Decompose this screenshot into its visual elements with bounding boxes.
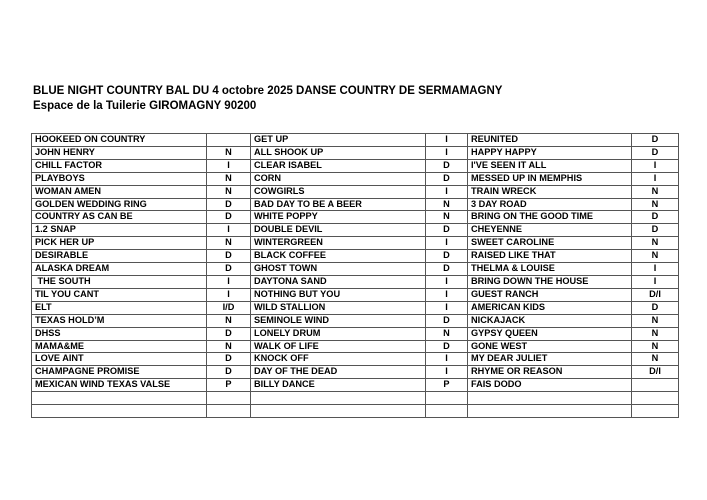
dance-name-cell: 3 DAY ROAD	[468, 198, 632, 211]
dance-name-cell: RAISED LIKE THAT	[468, 250, 632, 263]
dance-code-cell: N	[207, 172, 251, 185]
dance-name-cell: WILD STALLION	[251, 301, 426, 314]
page-title: BLUE NIGHT COUNTRY BAL DU 4 octobre 2025 DANSE COUNTRY DE SERMAMAGNY	[33, 85, 503, 97]
dance-code-cell: D/I	[632, 288, 679, 301]
dance-name-cell: GET UP	[251, 134, 426, 147]
dance-code-cell: I	[426, 185, 468, 198]
dance-code-cell: D	[207, 327, 251, 340]
dance-name-cell: LONELY DRUM	[251, 327, 426, 340]
dance-name-cell: JOHN HENRY	[32, 146, 207, 159]
dance-name-cell: CORN	[251, 172, 426, 185]
dance-name-cell: 1.2 SNAP	[32, 224, 207, 237]
dance-name-cell: THELMA & LOUISE	[468, 263, 632, 276]
dance-code-cell: D	[632, 301, 679, 314]
dance-code-cell: N	[632, 185, 679, 198]
table-row	[32, 327, 679, 340]
dance-name-cell: CHAMPAGNE PROMISE	[32, 366, 207, 379]
dance-name-cell: WHITE POPPY	[251, 211, 426, 224]
dance-name-cell: DAY OF THE DEAD	[251, 366, 426, 379]
table-row	[32, 288, 679, 301]
dance-name-cell: GOLDEN WEDDING RING	[32, 198, 207, 211]
document-header	[33, 84, 502, 114]
dance-name-cell	[32, 405, 207, 418]
dance-name-cell: GONE WEST	[468, 340, 632, 353]
dance-code-cell	[426, 392, 468, 405]
table-row	[32, 405, 679, 418]
dance-code-cell: D	[207, 353, 251, 366]
table-row	[32, 146, 679, 159]
dance-name-cell: SEMINOLE WIND	[251, 314, 426, 327]
dance-name-cell: MEXICAN WIND TEXAS VALSE	[32, 379, 207, 392]
dance-code-cell: I	[207, 288, 251, 301]
table-row	[32, 159, 679, 172]
dance-code-cell: D	[426, 250, 468, 263]
dance-code-cell: I	[426, 353, 468, 366]
dance-code-cell: N	[632, 327, 679, 340]
table-row	[32, 379, 679, 392]
dance-code-cell: D	[426, 224, 468, 237]
dance-code-cell: D	[207, 366, 251, 379]
dance-name-cell: FAIS DODO	[468, 379, 632, 392]
dance-name-cell: PICK HER UP	[32, 237, 207, 250]
table-row	[32, 172, 679, 185]
dance-code-cell: I	[632, 172, 679, 185]
dance-name-cell: LOVE AINT	[32, 353, 207, 366]
dance-name-cell	[32, 392, 207, 405]
dance-code-cell: N	[426, 198, 468, 211]
dance-code-cell: N	[426, 211, 468, 224]
dance-name-cell: I'VE SEEN IT ALL	[468, 159, 632, 172]
dance-name-cell: ELT	[32, 301, 207, 314]
dance-code-cell	[632, 392, 679, 405]
dance-code-cell: P	[426, 379, 468, 392]
dance-code-cell: N	[632, 340, 679, 353]
dance-name-cell: THE SOUTH	[32, 275, 207, 288]
dance-name-cell: DAYTONA SAND	[251, 275, 426, 288]
dance-name-cell: RHYME OR REASON	[468, 366, 632, 379]
dance-name-cell: NICKAJACK	[468, 314, 632, 327]
dance-code-cell: N	[207, 314, 251, 327]
table-row	[32, 275, 679, 288]
dance-code-cell: N	[207, 340, 251, 353]
dance-name-cell: SWEET CAROLINE	[468, 237, 632, 250]
dance-name-cell: CLEAR ISABEL	[251, 159, 426, 172]
dance-code-cell: N	[207, 185, 251, 198]
dance-code-cell	[426, 405, 468, 418]
dance-name-cell: BRING ON THE GOOD TIME	[468, 211, 632, 224]
dance-name-cell: BLACK COFFEE	[251, 250, 426, 263]
dance-code-cell: D	[632, 211, 679, 224]
dance-name-cell: BILLY DANCE	[251, 379, 426, 392]
dance-name-cell: BRING DOWN THE HOUSE	[468, 275, 632, 288]
dance-code-cell: I	[426, 134, 468, 147]
table-row	[32, 250, 679, 263]
dance-name-cell: PLAYBOYS	[32, 172, 207, 185]
table-row	[32, 224, 679, 237]
dance-name-cell	[251, 392, 426, 405]
dance-code-cell: D	[632, 134, 679, 147]
dance-code-cell: P	[207, 379, 251, 392]
table-row	[32, 134, 679, 147]
dance-code-cell	[207, 134, 251, 147]
dance-code-cell: I	[207, 224, 251, 237]
dance-code-cell: I	[632, 159, 679, 172]
page-subtitle: Espace de la Tuilerie GIROMAGNY 90200	[33, 100, 257, 112]
dance-code-cell: I	[426, 275, 468, 288]
dance-code-cell: N	[632, 237, 679, 250]
table-row	[32, 353, 679, 366]
dance-name-cell: TIL YOU CANT	[32, 288, 207, 301]
dance-name-cell: ALASKA DREAM	[32, 263, 207, 276]
dance-name-cell	[251, 405, 426, 418]
dance-name-cell: WALK OF LIFE	[251, 340, 426, 353]
dance-code-cell: I	[207, 275, 251, 288]
dance-name-cell: REUNITED	[468, 134, 632, 147]
dance-code-cell	[632, 379, 679, 392]
dance-code-cell: I	[426, 301, 468, 314]
dance-code-cell: I	[426, 366, 468, 379]
dance-name-cell	[468, 392, 632, 405]
dance-name-cell: AMERICAN KIDS	[468, 301, 632, 314]
dance-name-cell: MESSED UP IN MEMPHIS	[468, 172, 632, 185]
dance-code-cell: D	[426, 340, 468, 353]
dance-name-cell: HAPPY HAPPY	[468, 146, 632, 159]
dance-code-cell: I	[426, 288, 468, 301]
dance-code-cell: I	[632, 275, 679, 288]
dance-code-cell: I	[426, 237, 468, 250]
dance-playlist-table	[31, 133, 679, 418]
dance-name-cell: COWGIRLS	[251, 185, 426, 198]
dance-code-cell: N	[632, 314, 679, 327]
dance-code-cell: D	[426, 172, 468, 185]
dance-name-cell: HOOKEED ON COUNTRY	[32, 134, 207, 147]
dance-code-cell: D	[207, 263, 251, 276]
dance-name-cell: TRAIN WRECK	[468, 185, 632, 198]
dance-code-cell: N	[632, 250, 679, 263]
dance-name-cell: TEXAS HOLD’M	[32, 314, 207, 327]
dance-code-cell	[207, 405, 251, 418]
table-row	[32, 237, 679, 250]
table-row	[32, 185, 679, 198]
dance-code-cell: D	[426, 159, 468, 172]
table-row	[32, 263, 679, 276]
dance-code-cell: I	[426, 146, 468, 159]
dance-code-cell: D	[207, 198, 251, 211]
dance-name-cell	[468, 405, 632, 418]
table-row	[32, 301, 679, 314]
dance-name-cell: MY DEAR JULIET	[468, 353, 632, 366]
dance-code-cell: D	[426, 263, 468, 276]
table-row	[32, 340, 679, 353]
playlist-body	[32, 134, 679, 418]
dance-code-cell: D	[632, 146, 679, 159]
dance-code-cell: D/I	[632, 366, 679, 379]
table-row	[32, 198, 679, 211]
dance-code-cell: N	[207, 237, 251, 250]
dance-name-cell: MAMA&ME	[32, 340, 207, 353]
dance-code-cell: D	[426, 314, 468, 327]
dance-name-cell: NOTHING BUT YOU	[251, 288, 426, 301]
dance-name-cell: DHSS	[32, 327, 207, 340]
dance-code-cell: N	[632, 353, 679, 366]
dance-name-cell: BAD DAY TO BE A BEER	[251, 198, 426, 211]
dance-code-cell: I	[207, 159, 251, 172]
dance-code-cell	[207, 392, 251, 405]
dance-code-cell: N	[632, 198, 679, 211]
dance-code-cell: D	[207, 250, 251, 263]
dance-name-cell: DESIRABLE	[32, 250, 207, 263]
dance-code-cell: D	[207, 211, 251, 224]
dance-name-cell: GUEST RANCH	[468, 288, 632, 301]
table-row	[32, 314, 679, 327]
dance-name-cell: CHILL FACTOR	[32, 159, 207, 172]
dance-name-cell: WOMAN AMEN	[32, 185, 207, 198]
dance-name-cell: CHEYENNE	[468, 224, 632, 237]
dance-code-cell: N	[207, 146, 251, 159]
dance-code-cell	[632, 405, 679, 418]
dance-code-cell: N	[426, 327, 468, 340]
table-row	[32, 211, 679, 224]
dance-name-cell: DOUBLE DEVIL	[251, 224, 426, 237]
dance-name-cell: WINTERGREEN	[251, 237, 426, 250]
table-row	[32, 392, 679, 405]
dance-name-cell: ALL SHOOK UP	[251, 146, 426, 159]
dance-code-cell: I	[632, 263, 679, 276]
table-row	[32, 366, 679, 379]
dance-code-cell: D	[632, 224, 679, 237]
dance-name-cell: KNOCK OFF	[251, 353, 426, 366]
dance-name-cell: GYPSY QUEEN	[468, 327, 632, 340]
dance-name-cell: COUNTRY AS CAN BE	[32, 211, 207, 224]
dance-code-cell: I/D	[207, 301, 251, 314]
dance-name-cell: GHOST TOWN	[251, 263, 426, 276]
